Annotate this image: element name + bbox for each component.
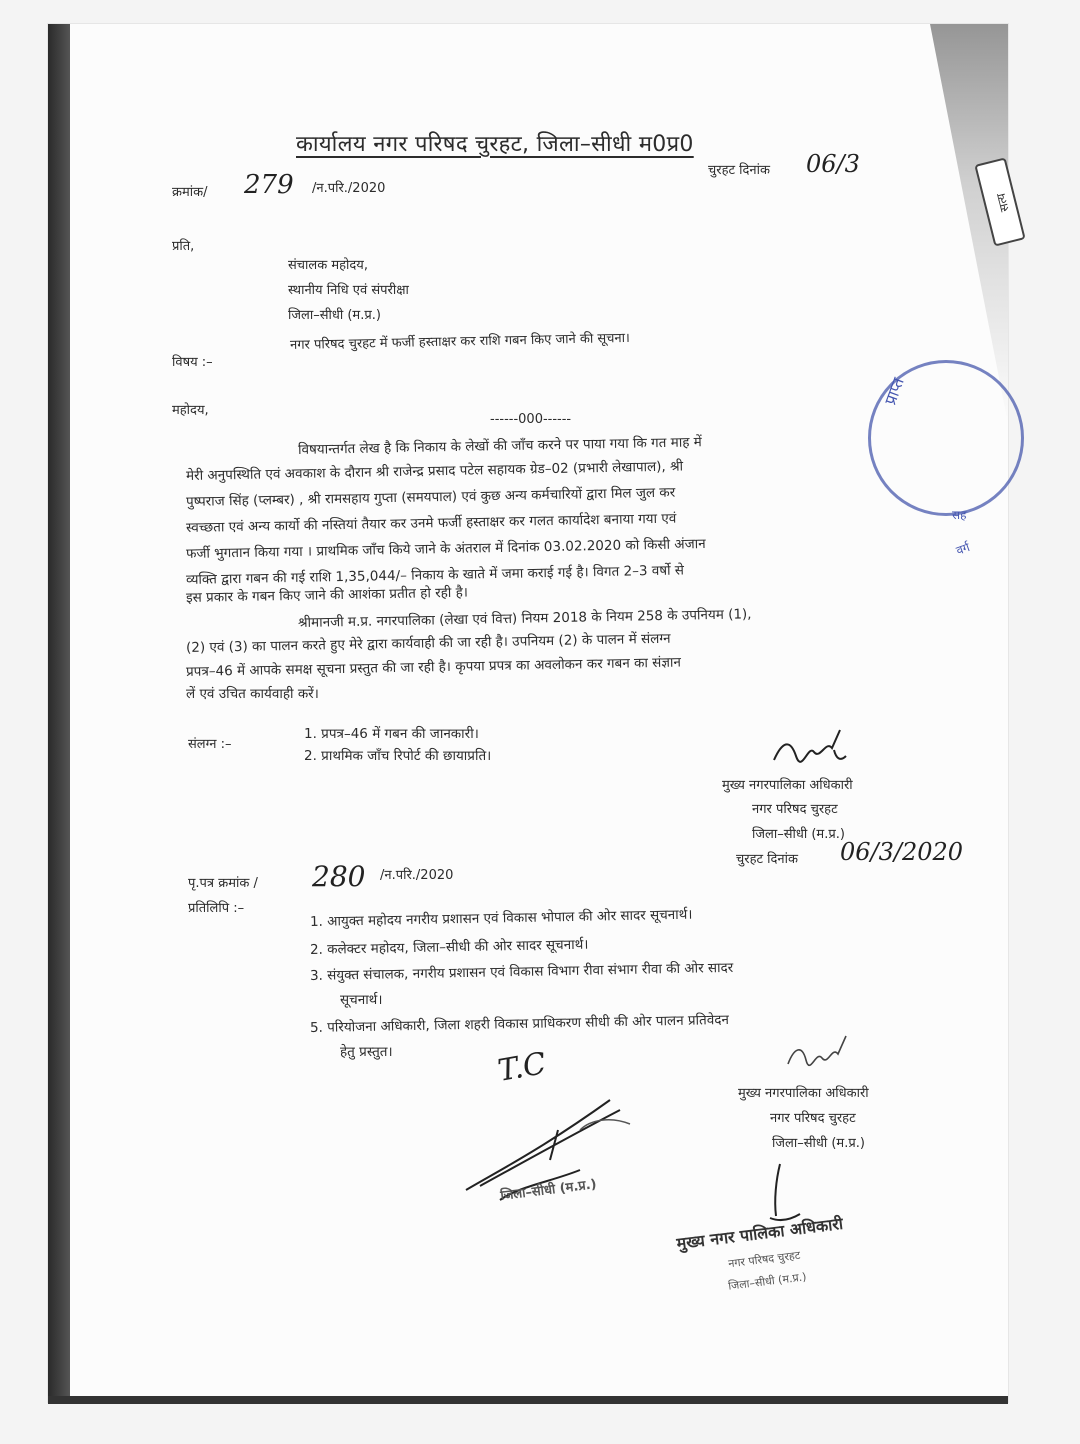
seal-bottom-line: जिला–सीधी (म.प्र.): [727, 1270, 808, 1293]
ref-prefix: क्रमांक/: [172, 185, 208, 200]
side-tag-text: सत्य: [993, 191, 1012, 214]
para2-line: (2) एवं (3) का पालन करते हुए मेरे द्वारा कार्यवाही की जा रही है। उपनियम (2) के पालन में संलग्न: [185, 630, 671, 656]
signatory-2-line: नगर परिषद चुरहट: [770, 1111, 856, 1126]
copy-ref-number: 280: [312, 860, 366, 893]
copy-item: 3. संयुक्त संचालक, नगरीय प्रशासन एवं विकास विभाग रीवा संभाग रीवा की ओर सादर: [309, 959, 734, 984]
subject-text: नगर परिषद चुरहट में फर्जी हस्ताक्षर कर राशि गबन किए जाने की सूचना।: [289, 330, 631, 353]
stamp-text: वर्ग: [954, 540, 972, 558]
salutation: महोदय,: [172, 403, 209, 418]
date-label-2: चुरहट दिनांक: [736, 852, 798, 867]
para1-line: स्वच्छता एवं अन्य कार्यो की नस्तियां तैयार कर उनमे फर्जी हस्ताक्षर कर गलत कार्यादेश बनाया गया एवं: [185, 510, 677, 536]
addressee-line-3: जिला–सीधी (म.प्र.): [288, 308, 381, 323]
scan-edge-left: [48, 24, 70, 1402]
para1-line: फर्जी भुगतान किया गया । प्राथमिक जाँच किये जाने के अंतराल में दिनांक 03.02.2020 को किसी अंजान: [185, 536, 706, 562]
para2-line: लें एवं उचित कार्यवाही करें।: [186, 686, 319, 702]
enclosure-label: संलग्न :–: [188, 737, 232, 752]
para2-line: श्रीमानजी म.प्र. नगरपालिका (लेखा एवं वित्त) नियम 2018 के नियम 258 के उपनियम (1),: [297, 606, 752, 631]
date-value-2: 06/3/2020: [840, 838, 964, 866]
enclosure-item: 1. प्रपत्र–46 में गबन की जानकारी।: [304, 726, 479, 742]
para1-line: मेरी अनुपस्थिति एवं अवकाश के दौरान श्री राजेन्द्र प्रसाद पटेल सहायक ग्रेड–02 (प्रभारी लेखापाल), श्री: [185, 458, 684, 484]
tc-mark: T.C: [495, 1046, 549, 1089]
seal-signature-scribble: [460, 1090, 670, 1220]
stamp-text: सह: [952, 508, 967, 522]
copy-item: 2. कलेक्टर महोदय, जिला–सीधी की ओर सादर सूचनार्थ।: [309, 936, 589, 958]
para1-line: इस प्रकार के गबन किए जाने की आशंका प्रतीत हो रही है।: [185, 584, 469, 606]
signature-1: [770, 722, 850, 772]
para1-line: व्यक्ति द्वारा गबन की गई राशि 1,35,044/– निकाय के खाते में जमा कराई गई है। विगत 2–3 वर्षो से: [185, 562, 685, 588]
subject-label: विषय :–: [172, 355, 213, 370]
office-title: कार्यालय नगर परिषद चुरहट, जिला–सीधी म0प्र0: [296, 132, 694, 157]
prati-label: प्रति,: [172, 239, 195, 254]
ref-number: 279: [244, 170, 294, 200]
scan-edge-bottom: [48, 1396, 1008, 1404]
para1-line: विषयान्तर्गत लेख है कि निकाय के लेखों की जाँच करने पर पाया गया कि गत माह में: [297, 434, 702, 458]
copy-ref-prefix: पृ.पत्र क्रमांक /: [188, 876, 258, 891]
copy-item: हेतु प्रस्तुत।: [340, 1044, 393, 1060]
para1-line: पुष्पराज सिंह (प्लम्बर) , श्री रामसहाय गुप्ता (समयपाल) एवं कुछ अन्य कर्मचारियों द्वारा मिल जुल कर: [185, 484, 676, 510]
copy-label: प्रतिलिपि :–: [188, 901, 245, 916]
para2-line: प्रपत्र–46 में आपके समक्ष सूचना प्रस्तुत की जा रही है। कृपया प्रपत्र का अवलोकन कर गबन का संज्ञान: [185, 654, 682, 680]
seal-left-text: जिला–सीधी (म.प्र.): [499, 1177, 598, 1204]
separator: ------000------: [490, 412, 572, 427]
signatory-1-line: जिला–सीधी (म.प्र.): [752, 827, 845, 842]
addressee-line-2: स्थानीय निधि एवं संपरीक्षा: [288, 283, 409, 298]
signature-2: [784, 1030, 854, 1074]
stamp-text: प्राप्त: [880, 375, 908, 408]
addressee-line-1: संचालक महोदय,: [288, 258, 368, 273]
copy-item: 5. परियोजना अधिकारी, जिला शहरी विकास प्राधिकरण सीधी की ओर पालन प्रतिवेदन: [309, 1011, 730, 1036]
seal-bottom-line: मुख्य नगर पालिका अधिकारी: [675, 1213, 844, 1254]
copy-item: सूचनार्थ।: [340, 992, 383, 1008]
signatory-1-line: मुख्य नगरपालिका अधिकारी: [722, 778, 853, 793]
signatory-2-line: जिला–सीधी (म.प्र.): [772, 1136, 865, 1151]
copy-item: 1. आयुक्त महोदय नगरीय प्रशासन एवं विकास भोपाल की ओर सादर सूचनार्थ।: [309, 906, 693, 930]
enclosure-item: 2. प्राथमिक जाँच रिपोर्ट की छायाप्रति।: [304, 748, 492, 764]
signatory-2-line: मुख्य नगरपालिका अधिकारी: [738, 1086, 869, 1101]
date-label-top: चुरहट दिनांक: [708, 163, 770, 178]
copy-ref-suffix: /न.परि./2020: [380, 868, 454, 883]
seal-bottom-line: नगर परिषद चुरहट: [727, 1248, 801, 1271]
ref-suffix: /न.परि./2020: [312, 181, 386, 196]
date-value-top: 06/3: [806, 150, 860, 178]
signatory-1-line: नगर परिषद चुरहट: [752, 802, 838, 817]
